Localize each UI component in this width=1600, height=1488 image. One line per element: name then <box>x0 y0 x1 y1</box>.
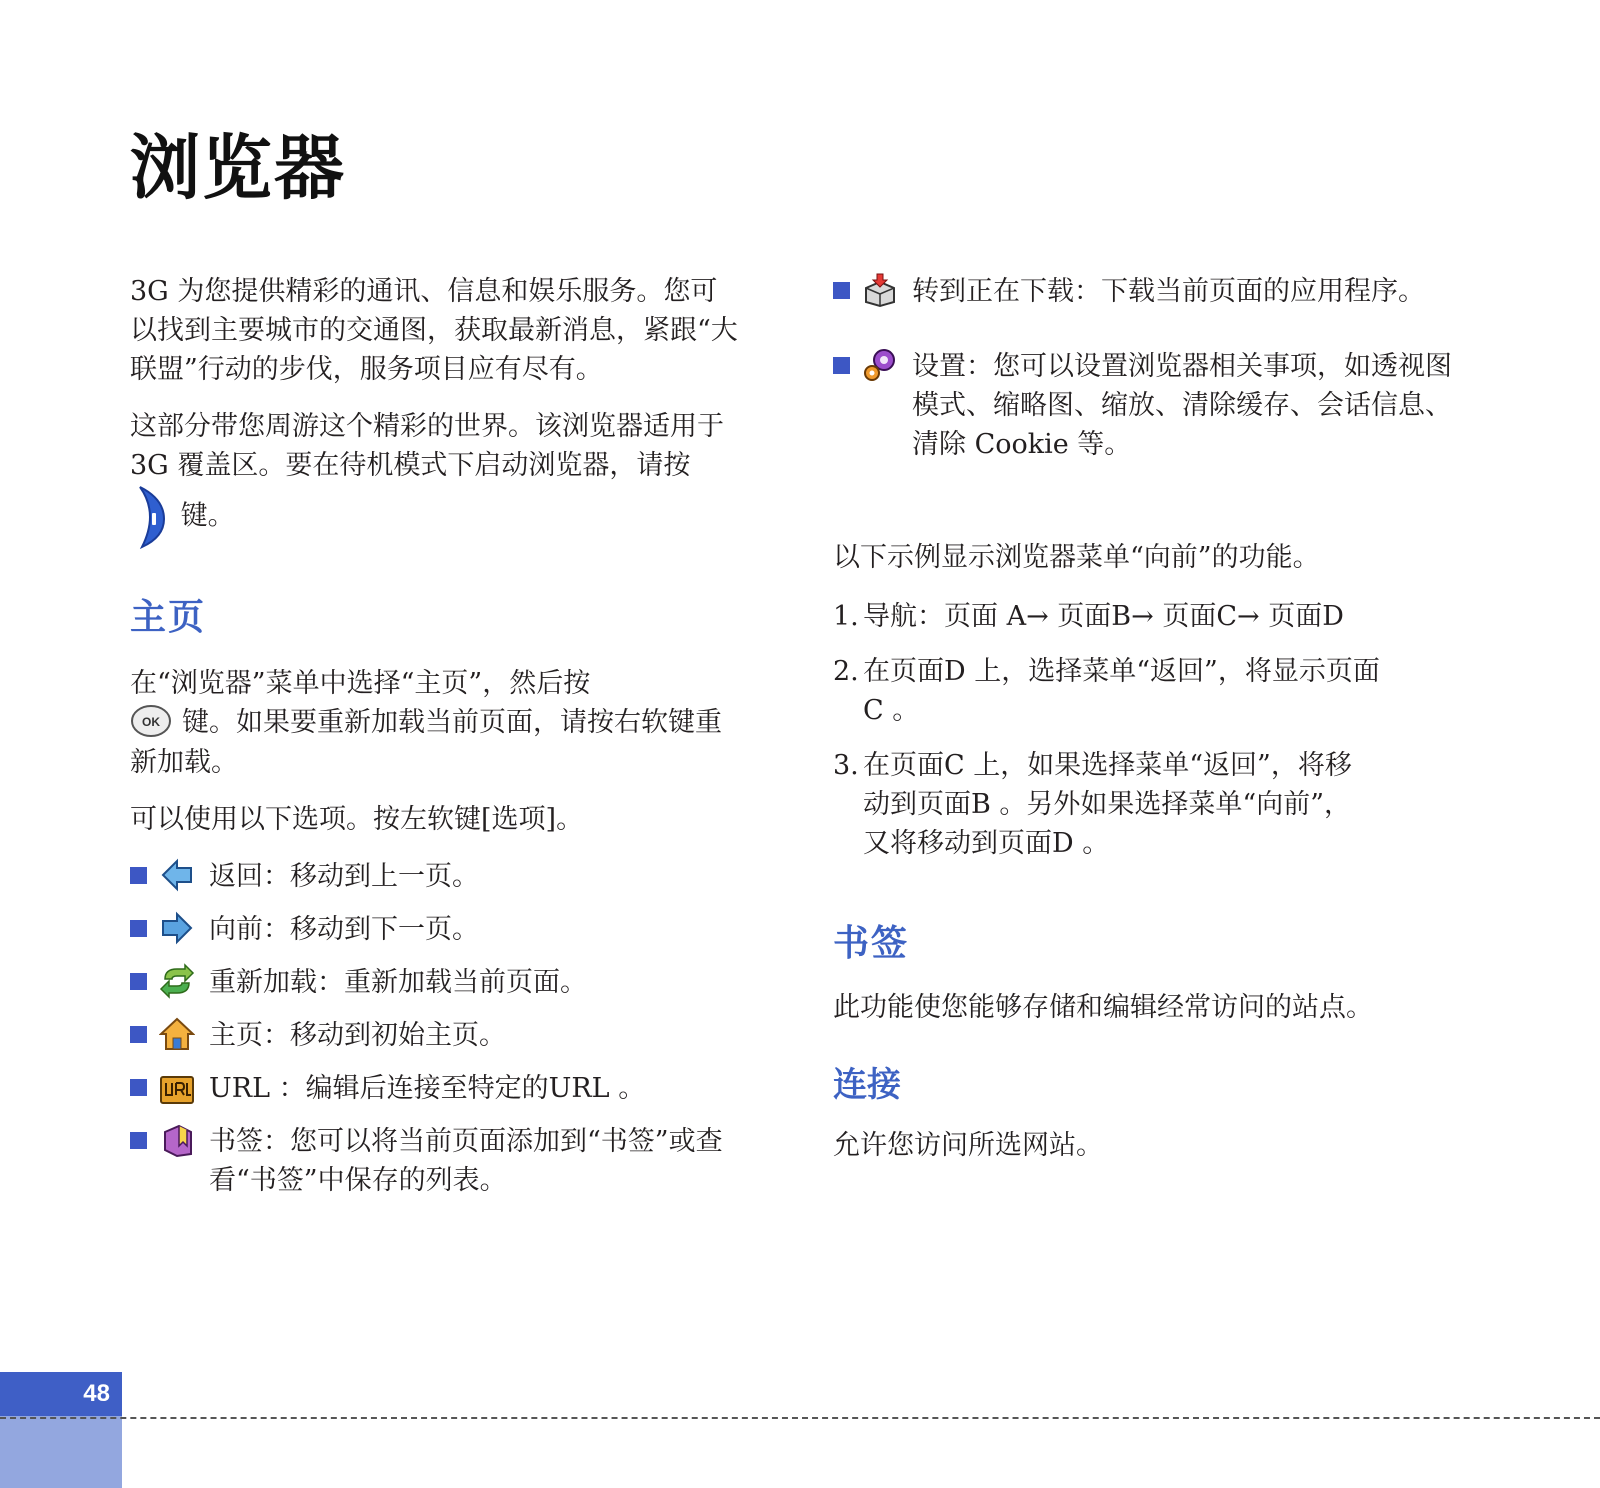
homepage-paragraph-2: 可以使用以下选项。按左软键[选项]。 <box>130 804 584 835</box>
option-back <box>130 857 740 896</box>
option-settings <box>833 347 1473 464</box>
bullet-square <box>130 973 147 990</box>
back-arrow-icon <box>159 857 195 893</box>
step-number: 3. <box>833 750 859 781</box>
left-column <box>130 272 740 1200</box>
bullet-square <box>130 1026 147 1043</box>
option-download-text: 转到正在下载：下载当前页面的应用程序。 <box>912 276 1425 307</box>
option-forward <box>130 910 740 949</box>
ok-key-icon <box>130 704 182 743</box>
example-step <box>833 652 1473 730</box>
option-url-text: URL ：编辑后连接至特定的URL 。 <box>209 1073 646 1104</box>
option-bookmark <box>130 1122 740 1200</box>
option-back-text: 返回：移动到上一页。 <box>209 861 479 892</box>
intro-paragraph-2-end: 键。 <box>180 500 235 532</box>
reload-icon <box>159 963 195 999</box>
homepage-heading: 主页 <box>130 597 207 638</box>
intro-paragraph-1: 3G 为您提供精彩的通讯、信息和娱乐服务。您可以找到主要城市的交通图，获取最新消息，紧跟“大联盟”行动的步伐，服务项目应有尽有。 <box>130 276 738 385</box>
page-tab-light <box>0 1416 122 1488</box>
intro-paragraph-2 <box>130 407 740 549</box>
option-home <box>130 1016 740 1055</box>
bookmark-icon <box>159 1122 195 1158</box>
footer-divider <box>0 1417 1600 1419</box>
bullet-square <box>130 1079 147 1096</box>
intro-paragraph-2-text: 这部分带您周游这个精彩的世界。该浏览器适用于3G 覆盖区。要在待机模式下启动浏览器，请按 <box>130 411 724 481</box>
ok-key-label: OK <box>142 715 160 729</box>
bullet-square <box>130 920 147 937</box>
homepage-options-list <box>130 857 740 1200</box>
bookmarks-heading: 书签 <box>833 923 910 964</box>
step-text: 在页面D 上，选择菜单“返回”，将显示页面C 。 <box>863 656 1380 726</box>
bullet-square <box>833 282 850 299</box>
example-step <box>833 746 1473 863</box>
step-text: 导航：页面 A→ 页面B→ 页面C→ 页面D <box>863 601 1344 632</box>
step-text: 在页面C 上，如果选择菜单“返回”，将移动到页面B 。另外如果选择菜单“向前”，又将移动到页面D 。 <box>863 750 1352 859</box>
step-number: 2. <box>833 656 859 687</box>
browser-key-icon <box>130 485 172 549</box>
bullet-square <box>130 867 147 884</box>
option-reload-text: 重新加载：重新加载当前页面。 <box>209 967 587 998</box>
settings-icon <box>862 347 898 383</box>
option-home-text: 主页：移动到初始主页。 <box>209 1020 506 1051</box>
option-settings-text: 设置：您可以设置浏览器相关事项，如透视图模式、缩略图、缩放、清除缓存、会话信息、清除 Cookie 等。 <box>912 351 1452 460</box>
download-icon <box>862 272 898 308</box>
homepage-paragraph-1-text: 在“浏览器”菜单中选择“主页”，然后按 <box>130 668 591 699</box>
page-number: 48 <box>0 1372 122 1416</box>
option-url <box>130 1069 740 1108</box>
homepage-paragraph-1 <box>130 664 740 782</box>
option-bookmark-text: 书签：您可以将当前页面添加到“书签”或查看“书签”中保存的列表。 <box>209 1126 723 1196</box>
option-forward-text: 向前：移动到下一页。 <box>209 914 479 945</box>
bookmarks-text: 此功能使您能够存储和编辑经常访问的站点。 <box>833 992 1373 1023</box>
step-number: 1. <box>833 601 859 632</box>
url-icon <box>159 1069 195 1105</box>
connect-heading: 连接 <box>833 1065 901 1105</box>
bullet-square <box>833 357 850 374</box>
forward-arrow-icon <box>159 910 195 946</box>
home-icon <box>159 1016 195 1052</box>
example-intro: 以下示例显示浏览器菜单“向前”的功能。 <box>833 542 1320 573</box>
connect-text: 允许您访问所选网站。 <box>833 1130 1103 1161</box>
right-column <box>833 272 1473 1165</box>
page-title: 浏览器 <box>130 127 346 209</box>
example-step <box>833 597 1473 636</box>
option-download <box>833 272 1473 311</box>
example-steps <box>833 597 1473 863</box>
option-reload <box>130 963 740 1002</box>
bullet-square <box>130 1132 147 1149</box>
homepage-paragraph-1-end: 键。如果要重新加载当前页面，请按右软键重新加载。 <box>130 707 722 778</box>
